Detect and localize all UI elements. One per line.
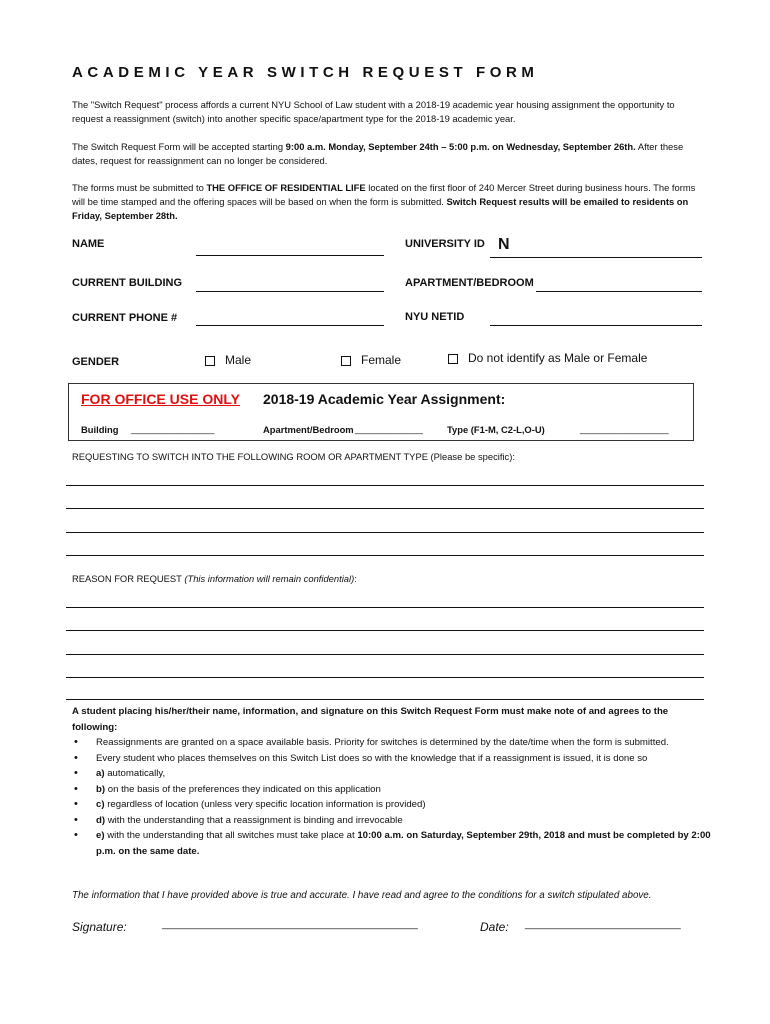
gender-option-female[interactable]	[341, 353, 401, 367]
office-building-label: Building	[81, 424, 119, 435]
current-phone-field[interactable]	[196, 325, 384, 326]
date-label: Date:	[480, 920, 509, 934]
request-line-3[interactable]	[66, 532, 704, 533]
submit-text-results: Switch Request results will be emailed to residents on Friday, September 28th.	[72, 196, 689, 221]
request-line-1[interactable]	[66, 485, 704, 486]
apartment-bedroom-field[interactable]	[536, 291, 702, 292]
bullet-e-key: e)	[96, 830, 105, 841]
office-type-label: Type (F1-M, C2-L,O-U)	[447, 424, 545, 435]
dates-text-a: The Switch Request Form will be accepted starting	[72, 141, 286, 152]
current-building-label: CURRENT BUILDING	[72, 277, 182, 289]
agreement-bullet-a	[72, 766, 712, 782]
name-label: NAME	[72, 238, 105, 250]
form-title: ACADEMIC YEAR SWITCH REQUEST FORM	[72, 64, 539, 81]
gender-option-male-label: Male	[225, 353, 252, 367]
current-phone-label: CURRENT PHONE #	[72, 312, 178, 324]
bullet-c-key: c)	[96, 799, 105, 810]
checkbox-female[interactable]	[341, 356, 351, 366]
submit-text-c: located on the first floor of 240 Mercer Street during business hours. The forms will be time stamped and the offering spaces will be based on when the form is submitted.	[72, 182, 696, 207]
gender-option-male[interactable]	[205, 353, 251, 367]
reason-line-1[interactable]	[66, 607, 704, 608]
bullet-e-deadline: 10:00 a.m. on Saturday, September 29th, 2018 and must be completed by 2:00 p.m. on the same date.	[96, 830, 711, 857]
nyu-netid-label: NYU NETID	[405, 311, 465, 323]
date-field[interactable]: ____________________________	[525, 919, 681, 930]
certification-statement: The information that I have provided above is true and accurate. I have read and agree to the conditions for a switch stipulated above.	[72, 890, 652, 901]
nyu-netid-field[interactable]	[490, 325, 702, 326]
submit-text-office: THE OFFICE OF RESIDENTIAL LIFE	[206, 182, 366, 193]
checkbox-unspecified[interactable]	[448, 354, 458, 364]
university-id-field[interactable]	[490, 257, 702, 258]
office-use-heading: FOR OFFICE USE ONLY	[81, 391, 240, 407]
name-field[interactable]	[196, 255, 384, 256]
reason-line-4[interactable]	[66, 677, 704, 678]
request-line-2[interactable]	[66, 508, 704, 509]
bullet-d-key: d)	[96, 814, 106, 826]
bullet-a-key: a)	[96, 768, 105, 779]
reason-label	[72, 573, 357, 584]
gender-option-unspecified-label: Do not identify as Male or Female	[468, 351, 648, 365]
assignment-heading: 2018-19 Academic Year Assignment:	[263, 391, 506, 407]
office-type-field[interactable]: _________________	[580, 423, 669, 434]
office-building-field[interactable]: ________________	[131, 423, 215, 434]
reason-label-colon: :	[354, 573, 357, 584]
reason-line-2[interactable]	[66, 630, 704, 631]
agreement-section	[72, 704, 712, 859]
signature-field[interactable]: ______________________________________________	[162, 919, 418, 930]
reason-line-5[interactable]	[66, 699, 704, 700]
intro-paragraph: The "Switch Request" process affords a current NYU School of Law student with a 2018-19 academic year housing assignment the opportunity to request a reassignment (switch) into another specific space/apartment type for the 2018-19 academic year.	[72, 99, 675, 124]
requesting-label: REQUESTING TO SWITCH INTO THE FOLLOWING ROOM OR APARTMENT TYPE (Please be specific):	[72, 451, 515, 462]
university-id-label: UNIVERSITY ID	[405, 238, 485, 250]
reason-label-main: REASON FOR REQUEST	[72, 573, 185, 584]
dates-paragraph	[72, 140, 702, 168]
signature-label: Signature:	[72, 920, 127, 934]
agreement-bullet-d	[72, 813, 712, 829]
bullet-a-text: automatically,	[104, 768, 166, 779]
gender-option-unspecified[interactable]	[448, 351, 647, 365]
bullet-d-text: with the understanding that a reassignment is binding and irrevocable	[105, 814, 403, 826]
agreement-bullet-2: • Every student who places themselves on this Switch List does so with the knowledge that if a reassignment is issued, it is done so	[72, 751, 712, 767]
current-building-field[interactable]	[196, 291, 384, 292]
agreement-bullet-b	[72, 782, 712, 798]
submission-paragraph	[72, 181, 702, 223]
university-id-prefix: N	[498, 236, 510, 253]
agreement-bullet-e	[72, 828, 712, 859]
dates-text-c: After these dates, request for reassignment can no longer be considered.	[72, 141, 684, 166]
request-line-4[interactable]	[66, 555, 704, 556]
agreement-bullet-1: • Reassignments are granted on a space available basis. Priority for switches is determined by the date/time when the form is submitted.	[72, 735, 712, 751]
gender-label: GENDER	[72, 356, 120, 368]
bullet-b-text: on the basis of the preferences they indicated on this application	[105, 783, 381, 795]
bullet-e-text: with the understanding that all switches must take place at	[104, 830, 358, 841]
reason-line-3[interactable]	[66, 654, 704, 655]
office-apartment-label: Apartment/Bedroom	[263, 424, 354, 435]
submit-text-a: The forms must be submitted to	[72, 182, 207, 193]
agreement-intro: A student placing his/her/their name, information, and signature on this Switch Request Form must make note of and agrees to the following:	[72, 706, 669, 733]
apartment-bedroom-label: APARTMENT/BEDROOM	[405, 277, 534, 289]
reason-label-note: (This information will remain confidential)	[184, 573, 355, 584]
bullet-b-key: b)	[96, 783, 106, 795]
checkbox-male[interactable]	[205, 356, 215, 366]
agreement-bullet-c	[72, 797, 712, 813]
dates-text-bold: 9:00 a.m. Monday, September 24th – 5:00 p.m. on Wednesday, September 26th.	[285, 141, 636, 152]
gender-option-female-label: Female	[361, 353, 402, 367]
bullet-c-text: regardless of location (unless very specific location information is provided)	[104, 799, 426, 810]
office-apartment-field[interactable]: _____________	[355, 423, 423, 434]
